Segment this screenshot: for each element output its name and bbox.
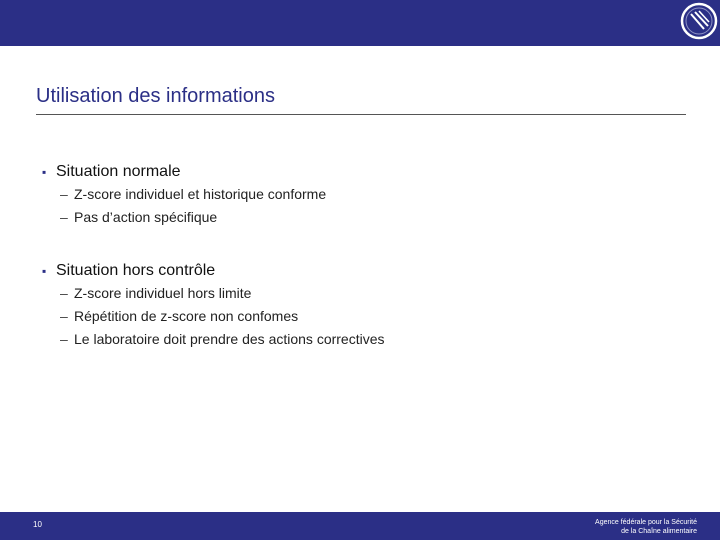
list-item-text: Le laboratoire doit prendre des actions correctives	[74, 330, 385, 347]
agency-name	[595, 518, 697, 536]
section-heading-text: Situation normale	[56, 163, 181, 180]
section-situation-hors-controle	[42, 261, 682, 350]
list-item	[60, 205, 682, 228]
dash-bullet-icon: –	[60, 208, 68, 225]
section-heading	[42, 261, 682, 281]
list-item-text: Pas d’action spécifique	[74, 208, 218, 225]
dash-bullet-icon: –	[60, 284, 68, 301]
page-number: 10	[33, 520, 42, 529]
list-item-text: Répétition de z-score non confomes	[74, 307, 299, 324]
slide-title: Utilisation des informations	[36, 85, 275, 107]
list-item-text: Z-score individuel et historique conforme	[74, 185, 327, 202]
dash-bullet-icon: –	[60, 185, 68, 202]
list-item	[60, 304, 682, 327]
top-bar	[0, 0, 720, 46]
agency-name-line1: Agence fédérale pour la Sécurité	[595, 519, 697, 526]
title-divider	[36, 114, 686, 115]
list-item-text: Z-score individuel hors limite	[74, 284, 252, 301]
list-item	[60, 182, 682, 205]
agency-name-line2: de la Chaîne alimentaire	[621, 528, 697, 535]
square-bullet-icon: ▪	[42, 165, 47, 179]
list-item	[60, 281, 682, 304]
section-heading	[42, 162, 682, 182]
dash-bullet-icon: –	[60, 307, 68, 324]
square-bullet-icon: ▪	[42, 264, 47, 278]
list-item	[60, 327, 682, 350]
section-heading-text: Situation hors contrôle	[56, 262, 216, 279]
dash-bullet-icon: –	[60, 330, 68, 347]
section-situation-normale	[42, 162, 682, 228]
agency-logo-icon	[679, 1, 719, 41]
